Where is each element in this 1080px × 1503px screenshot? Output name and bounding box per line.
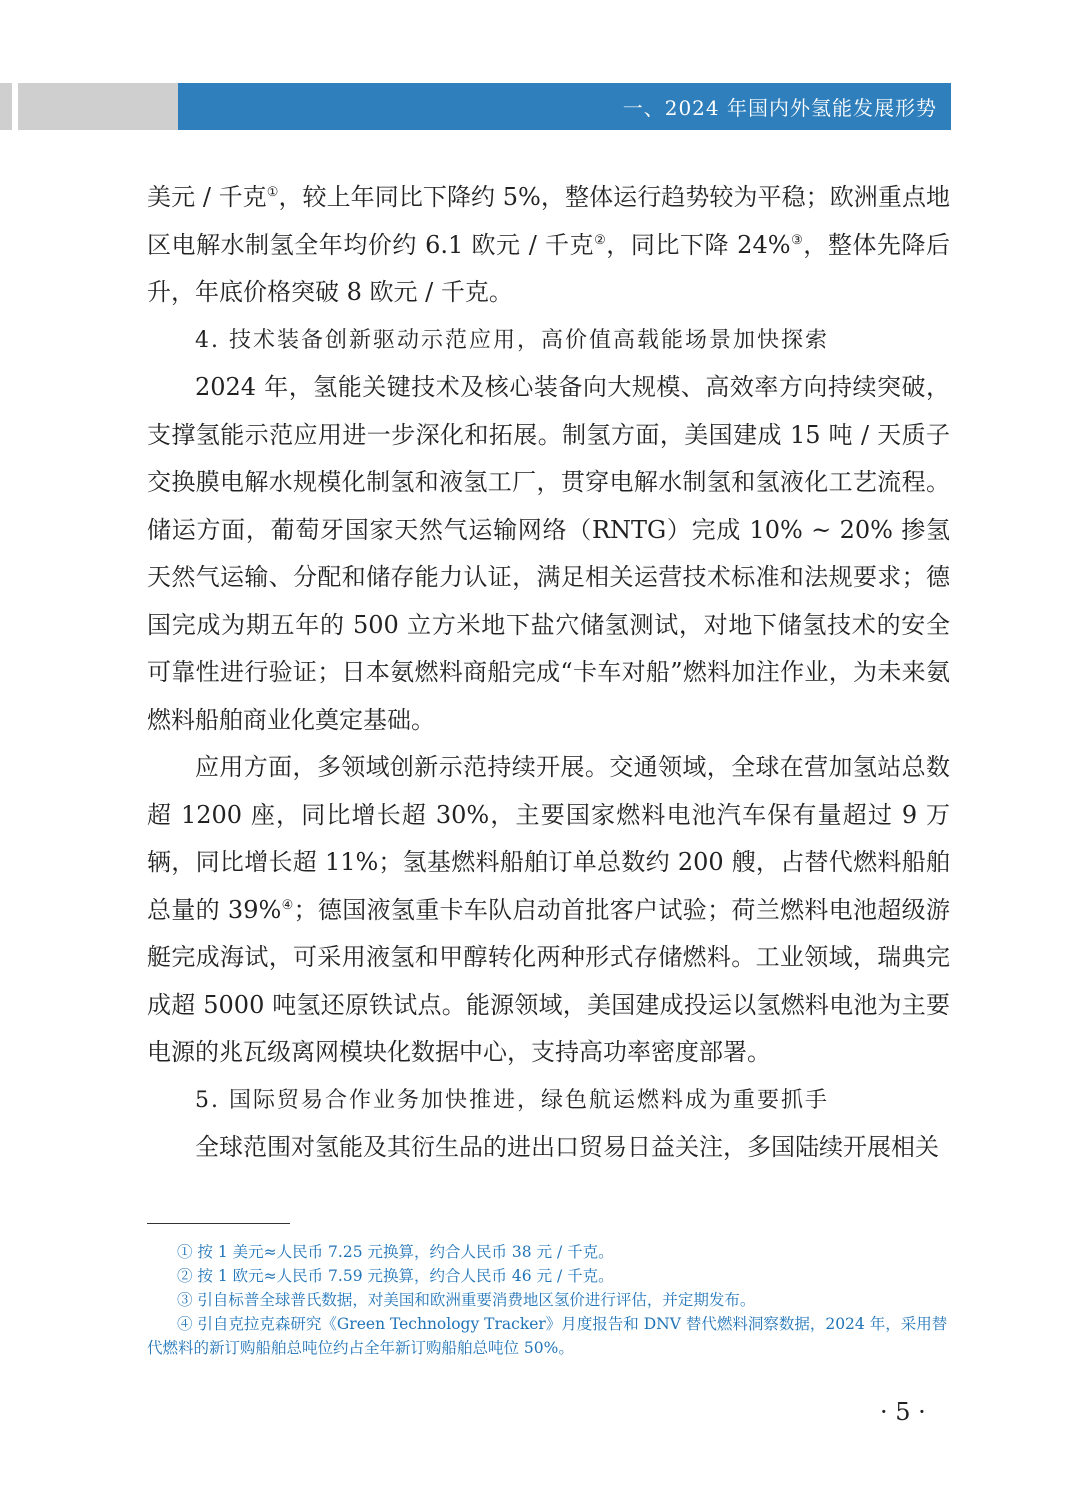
text-run: 应用方面，多领域创新示范持续开展。交通领域，全球在营加氢站总数超 1200 座，同比增长超 30%，主要国家燃料电池汽车保有量超过 9 万辆，同比增长超 11%；氢基燃料船舶订单总数约 200 艘，占替代燃料船舶总量的 39% [147, 753, 950, 924]
section-header-bar [178, 83, 951, 130]
text-run: ，整体先降后升，年底价格突破 8 欧元 / 千克。 [147, 230, 950, 306]
header-decor-block [0, 83, 12, 130]
footnote-ref-2[interactable]: ② [594, 232, 607, 248]
text-run: 美元 / 千克 [147, 183, 267, 211]
text-run: ，同比下降 24% [606, 230, 791, 259]
footnote-ref-1[interactable]: ① [266, 185, 279, 200]
header-decor-bar [18, 83, 178, 130]
footnote-divider [147, 1223, 290, 1224]
footnote-2: ② 按 1 欧元≈人民币 7.59 元换算，约合人民币 46 元 / 千克。 [177, 1267, 614, 1285]
footnotes [147, 1240, 950, 1360]
text-run: ；德国液氢重卡车队启动首批客户试验；荷兰燃料电池超级游艇完成海试，可采用液氢和甲醇转化两种形式存储燃料。工业领域，瑞典完成超 5000 吨氢还原铁试点。能源领域，美国建成投运以氢燃料电池为主要电源的兆瓦级离网模块化数据中心，支持高功率密度部署。 [147, 895, 951, 1066]
subheading-5: 5. 国际贸易合作业务加快推进，绿色航运燃料成为重要抓手 [195, 1087, 829, 1113]
body-text [147, 174, 950, 1172]
footnote-ref-4[interactable]: ④ [281, 897, 294, 913]
section-title: 一、2024 年国内外氢能发展形势 [622, 96, 937, 120]
footnote-4: ④ 引自克拉克森研究《Green Technology Tracker》月度报告和 DNV 替代燃料洞察数据，2024 年，采用替代燃料的新订购船舶总吨位约占全年新订购船舶总吨位 50%。 [147, 1315, 948, 1357]
text-run: ，较上年同比下降约 5%，整体运行趋势较为平稳；欧洲重点地区电解水制氢全年均价约 6.1 欧元 / 千克 [147, 183, 951, 259]
paragraph-tech: 2024 年，氢能关键技术及核心装备向大规模、高效率方向持续突破，支撑氢能示范应用进一步深化和拓展。制氢方面，美国建成 15 吨 / 天质子交换膜电解水规模化制氢和液氢工厂，贯穿电解水制氢和氢液化工艺流程。储运方面，葡萄牙国家天然气运输网络（RNTG）完成 10% ~ 20% 掺氢天然气运输、分配和储存能力认证，满足相关运营技术标准和法规要求；德国完成为期五年的 500 立方米地下盐穴储氢测试，对地下储氢技术的安全可靠性进行验证；日本氨燃料商船完成“卡车对船”燃料加注作业，为未来氨燃料船舶商业化奠定基础。 [147, 373, 950, 734]
footnote-3: ③ 引自标普全球普氏数据，对美国和欧洲重要消费地区氢价进行评估，并定期发布。 [177, 1291, 756, 1309]
paragraph-price [147, 174, 950, 317]
page-number: · 5 · [880, 1398, 926, 1426]
footnote-ref-3[interactable]: ③ [790, 232, 804, 248]
paragraph-application [147, 744, 950, 1077]
paragraph-trade: 全球范围对氢能及其衍生品的进出口贸易日益关注，多国陆续开展相关 [195, 1133, 939, 1161]
footnote-1: ① 按 1 美元≈人民币 7.25 元换算，约合人民币 38 元 / 千克。 [177, 1243, 614, 1261]
subheading-4: 4. 技术装备创新驱动示范应用，高价值高载能场景加快探索 [195, 327, 829, 353]
